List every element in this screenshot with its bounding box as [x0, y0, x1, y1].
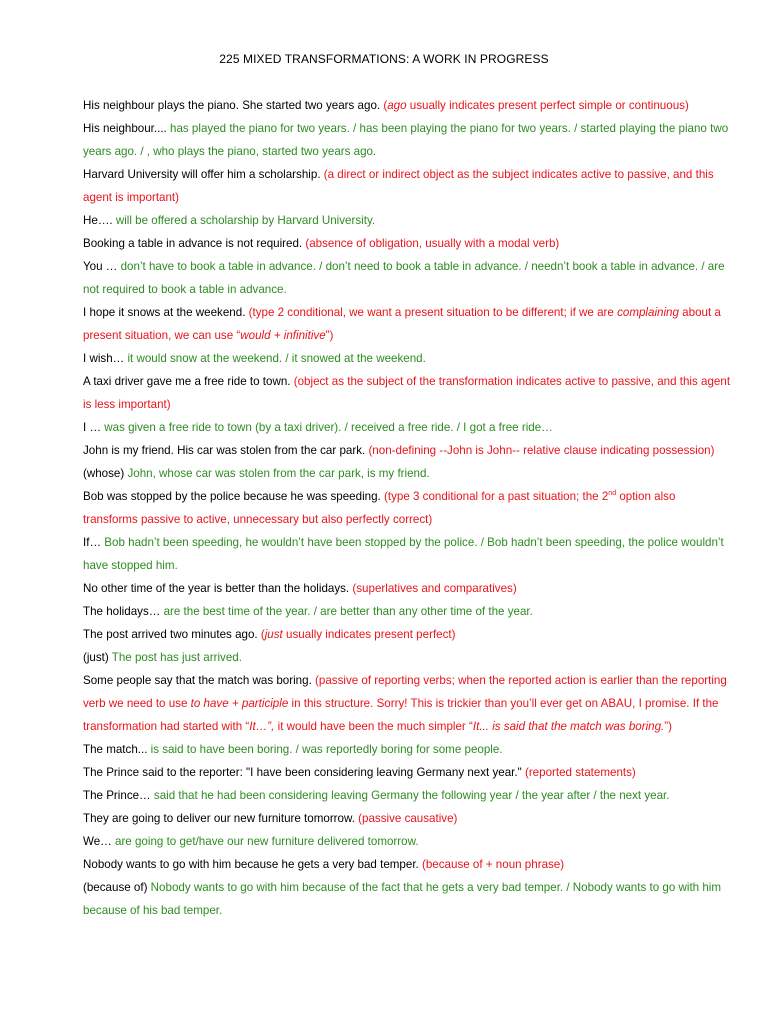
answer-text: has played the piano for two years. / has been playing the piano for two years. / started playing the piano two years ago. / , who plays the piano, started two years ago. [83, 122, 729, 158]
explanation-text: (non-defining --John is John-- relative clause indicating possession) [368, 444, 715, 457]
explanation-text: ”) [664, 720, 672, 733]
answer-text: Bob hadn’t been speeding, he wouldn’t have been stopped by the police. / Bob hadn’t been speeding, the police wouldn’t have stopped him. [83, 536, 724, 572]
document-body [83, 94, 733, 922]
prompt-text: Booking a table in advance is not required. [83, 237, 306, 250]
prompt-text: The post arrived two minutes ago. [83, 628, 261, 641]
prompt-text: His neighbour.... [83, 122, 171, 135]
transformation-line [83, 807, 733, 830]
transformation-line [83, 232, 733, 255]
prompt-text: The Prince… [83, 789, 154, 802]
explanation-text: (object as the subject of the transformation indicates active to passive, and this agent is less important) [83, 375, 731, 411]
explanation-text: (reported statements) [524, 766, 636, 779]
explanation-text: in this structure. Sorry! This is trickier than you’ll ever get on ABAU, I promise. If the transformation had started with “ [83, 697, 719, 733]
answer-text: Nobody wants to go with him because of the fact that he gets a very bad temper. / Nobody wants to go with him because of his bad temper. [83, 881, 722, 917]
prompt-text: I … [83, 421, 105, 434]
answer-text: are the best time of the year. / are better than any other time of the year. [163, 605, 533, 618]
explanation-text: It…”, [249, 720, 275, 733]
answer-text: said that he had been considering leaving Germany the following year / the year after / the next year. [153, 789, 670, 802]
explanation-text: ago [387, 99, 407, 112]
prompt-text: Harvard University will offer him a scholarship. [83, 168, 324, 181]
answer-text: it would snow at the weekend. / it snowed at the weekend. [127, 352, 426, 365]
explanation-text: about a present situation, we can use “ [83, 306, 721, 342]
transformation-line [83, 163, 733, 209]
transformation-line [83, 876, 733, 922]
transformation-line [83, 853, 733, 876]
explanation-text: option also transforms passive to active, unnecessary but also perfectly correct) [83, 490, 676, 526]
prompt-text: The Prince said to the reporter: "I have been considering leaving Germany next year." [83, 766, 525, 779]
prompt-text: He…. [83, 214, 116, 227]
explanation-text: It... is said that the match was boring. [472, 720, 665, 733]
prompt-text: (whose) [83, 467, 128, 480]
prompt-text: They are going to deliver our new furniture tomorrow. [83, 812, 359, 825]
answer-text: John, whose car was stolen from the car park, is my friend. [127, 467, 430, 480]
prompt-text: The holidays… [83, 605, 164, 618]
prompt-text: The match... [83, 743, 151, 756]
transformation-line [83, 761, 733, 784]
transformation-line [83, 577, 733, 600]
explanation-text: just [264, 628, 283, 641]
explanation-text: ( [383, 99, 388, 112]
answer-text: is said to have been boring. / was reportedly boring for some people. [150, 743, 503, 756]
answer-text: don’t have to book a table in advance. / don’t need to book a table in advance. / needn’t book a table in advance. / are not required to book a table in advance. [83, 260, 725, 296]
answer-text: will be offered a scholarship by Harvard University. [115, 214, 376, 227]
transformation-line [83, 439, 733, 462]
prompt-text: (just) [83, 651, 112, 664]
prompt-text: I hope it snows at the weekend. [83, 306, 249, 319]
transformation-line [83, 784, 733, 807]
answer-text: The post has just arrived. [111, 651, 242, 664]
transformation-line [83, 646, 733, 669]
prompt-text: No other time of the year is better than the holidays. [83, 582, 353, 595]
document-title: 225 MIXED TRANSFORMATIONS: A WORK IN PROGRESS [219, 52, 549, 66]
prompt-text: A taxi driver gave me a free ride to town. [83, 375, 294, 388]
answer-text: was given a free ride to town (by a taxi driver). / received a free ride. / I got a free ride… [104, 421, 553, 434]
explanation-text: (passive of reporting verbs; when the reported action is earlier than the reporting verb we need to use [83, 674, 727, 710]
transformation-line [83, 301, 733, 347]
prompt-text: I wish… [83, 352, 128, 365]
transformation-line [83, 623, 733, 646]
explanation-text: ( [260, 628, 265, 641]
transformation-line [83, 416, 733, 439]
prompt-text: If… [83, 536, 105, 549]
transformation-line [83, 830, 733, 853]
transformation-line [83, 669, 733, 738]
transformation-line [83, 531, 733, 577]
explanation-text: (superlatives and comparatives) [352, 582, 517, 595]
explanation-text: ”) [325, 329, 334, 342]
explanation-text: to have + participle [190, 697, 289, 710]
explanation-text: complaining [617, 306, 679, 319]
prompt-text: Bob was stopped by the police because he was speeding. [83, 490, 384, 503]
transformation-line [83, 600, 733, 623]
transformation-line [83, 255, 733, 301]
transformation-line [83, 462, 733, 485]
explanation-text: (absence of obligation, usually with a modal verb) [305, 237, 560, 250]
explanation-text: it would have been the much simpler “ [274, 720, 473, 733]
prompt-text: Nobody wants to go with him because he gets a very bad temper. [83, 858, 422, 871]
transformation-line [83, 347, 733, 370]
prompt-text: We… [83, 835, 115, 848]
explanation-text: nd [608, 490, 617, 498]
explanation-text: (a direct or indirect object as the subject indicates active to passive, and this agent is important) [83, 168, 714, 204]
prompt-text: His neighbour plays the piano. She started two years ago. [83, 99, 384, 112]
explanation-text: usually indicates present perfect simple or continuous) [406, 99, 689, 112]
explanation-text: (type 3 conditional for a past situation; the 2 [384, 490, 609, 503]
transformation-line [83, 485, 733, 531]
prompt-text: Some people say that the match was boring. [83, 674, 316, 687]
prompt-text: John is my friend. His car was stolen from the car park. [83, 444, 369, 457]
transformation-line [83, 370, 733, 416]
transformation-line [83, 738, 733, 761]
transformation-line [83, 209, 733, 232]
prompt-text: You … [83, 260, 121, 273]
explanation-text: would + infinitive [240, 329, 326, 342]
transformation-line [83, 94, 733, 117]
explanation-text: (passive causative) [358, 812, 458, 825]
explanation-text: (because of + noun phrase) [422, 858, 565, 871]
transformation-line [83, 117, 733, 163]
explanation-text: (type 2 conditional, we want a present situation to be different; if we are [248, 306, 618, 319]
answer-text: are going to get/have our new furniture delivered tomorrow. [115, 835, 419, 848]
prompt-text: (because of) [83, 881, 151, 894]
explanation-text: usually indicates present perfect) [282, 628, 456, 641]
